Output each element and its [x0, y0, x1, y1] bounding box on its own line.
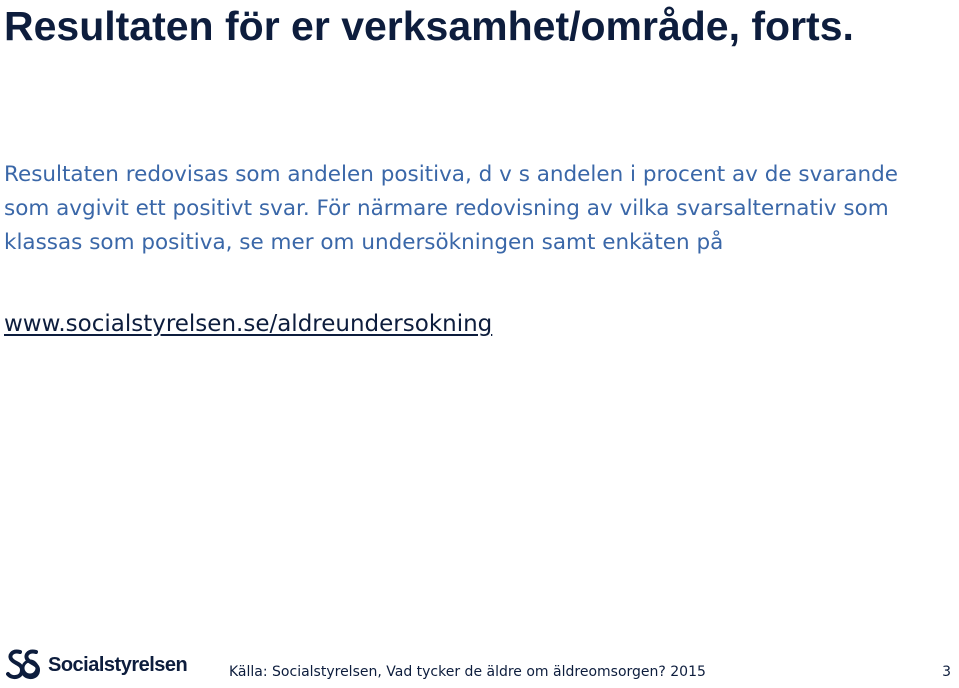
slide-body-text: Resultaten redovisas som andelen positiva, d v s andelen i procent av de svarande som avgivit ett positivt svar. För närmare redovisning av vilka svarsalternativ som klassas som positiva, se mer om undersökningen samt enkäten på — [4, 162, 899, 255]
slide-title: Resultaten för er verksamhet/område, forts. — [4, 3, 854, 49]
logo-text: Socialstyrelsen — [48, 653, 188, 676]
page-number: 3 — [942, 664, 951, 680]
socialstyrelsen-logo — [6, 647, 187, 683]
source-citation: Källa: Socialstyrelsen, Vad tycker de äldre om äldreomsorgen? 2015 — [229, 664, 706, 680]
survey-link[interactable]: www.socialstyrelsen.se/aldreundersokning — [4, 311, 493, 337]
socialstyrelsen-logo-icon — [6, 648, 46, 682]
